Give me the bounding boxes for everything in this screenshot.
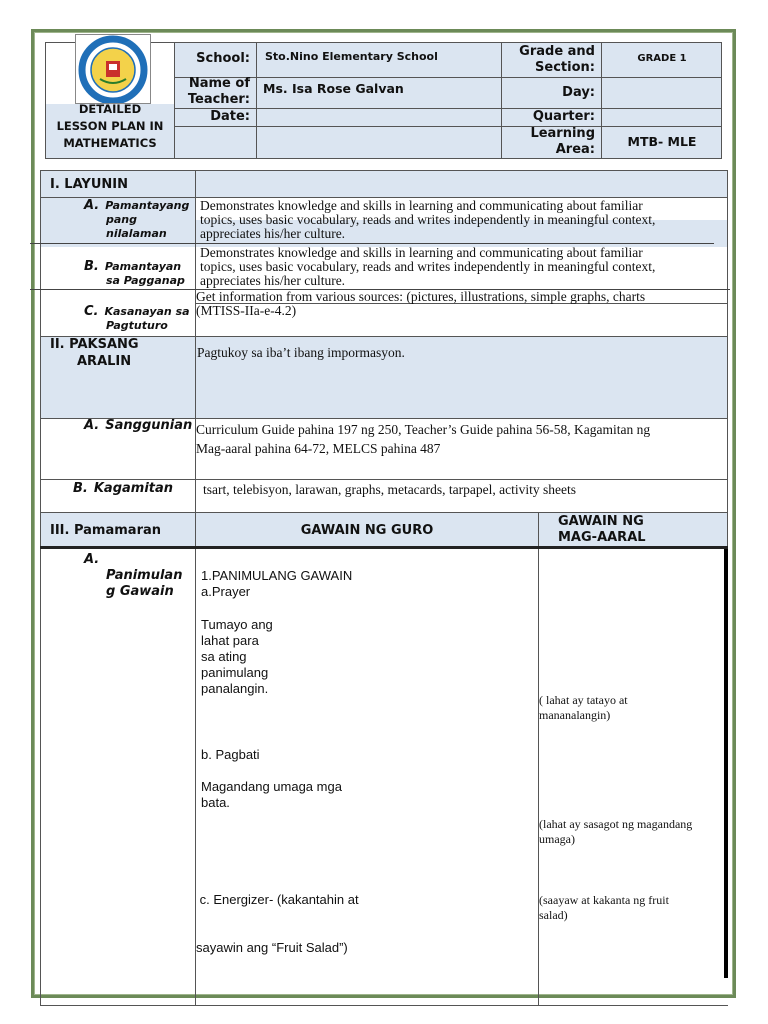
sanggunian-label: A. Sanggunian [84,418,193,433]
pamamaran-heading: III. Pamamaran [50,523,162,538]
layunin-a-text: Demonstrates knowledge and skills in learning and communicating about familiar topics, uses basic vocabulary, reads and writes independently in meaningful context, appreciates his/her culture. [200,198,656,241]
guro-block-prayer: 1.PANIMULANG GAWAIN a.Prayer [201,568,353,599]
kagamitan-label: B. Kagamitan [73,481,174,496]
teacher-label: Name of Teacher: [187,76,250,107]
paksang-heading: II. PAKSANG ARALIN [50,337,139,369]
learning-area-label: Learning Area: [530,126,595,157]
gawain-mag-aaral-heading: GAWAIN NG MAG-AARAL [558,514,646,545]
panimulang-gawain-label: A. Panimulan g Gawain [84,552,183,599]
guro-block-pagbati: b. Pagbati [201,747,260,762]
guro-block-tumayo: Tumayo ang lahat para sa ating panimulang panalangin. [201,617,273,696]
school-logo [75,34,151,104]
layunin-b-label: B. Pamantayan sa Pagganap [84,259,185,287]
layunin-heading: I. LAYUNIN [50,177,128,192]
school-seal-icon [76,35,150,103]
layunin-b-text: Demonstrates knowledge and skills in learning and communicating about familiar topics, uses basic vocabulary, reads and writes independently in meaningful context, appreciates his/her culture. [200,245,656,288]
paksang-text: Pagtukoy sa iba’t ibang impormasyon. [197,345,405,360]
lesson-plan-title: DETAILED LESSON PLAN IN MATHEMATICS [56,102,164,150]
layunin-a-label: A. Pamantayang pang nilalaman [84,198,190,240]
guro-block-greeting: Magandang umaga mga bata. [201,779,342,810]
layunin-c-text: Get information from various sources: (pictures, illustrations, simple graphs, charts (MTISS-IIa-e-4.2) [196,289,646,318]
mag-block-pagbati: (lahat ay sasagot ng magandang umaga) [539,817,693,846]
gawain-guro-heading: GAWAIN NG GURO [300,523,434,538]
day-label: Day: [562,85,595,100]
learning-area-value: MTB- MLE [627,134,697,149]
grade-value: GRADE 1 [637,53,687,64]
school-label: School: [196,51,250,66]
mag-block-energizer: (saayaw at kakanta ng fruit salad) [539,893,669,922]
kagamitan-text: tsart, telebisyon, larawan, graphs, metacards, tarpapel, activity sheets [203,482,576,497]
date-label: Date: [210,109,250,124]
teacher-value: Ms. Isa Rose Galvan [263,81,404,96]
grade-section-label: Grade and Section: [519,44,595,75]
layunin-c-label: C. Kasanayan sa Pagtuturo [84,304,190,332]
mag-block-prayer: ( lahat ay tatayo at mananalangin) [539,693,628,722]
sanggunian-text: Curriculum Guide pahina 197 ng 250, Teacher’s Guide pahina 56-58, Kagamitan ng Mag-aaral pahina 64-72, MELCS pahina 487 [196,422,651,456]
school-value: Sto.Nino Elementary School [265,50,438,63]
guro-block-energizer: c. Energizer- (kakantahin at sayawin ang “Fruit Salad”) [196,892,359,955]
quarter-label: Quarter: [532,109,595,124]
